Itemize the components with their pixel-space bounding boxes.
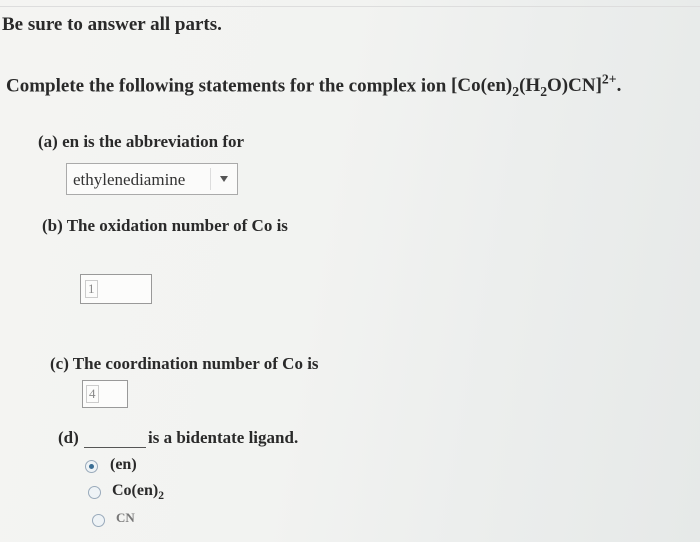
instruction-text: Be sure to answer all parts. xyxy=(2,14,222,35)
oxidation-number-value: 1 xyxy=(85,280,98,298)
question-text: Complete the following statements for the complex ion xyxy=(6,75,447,97)
complex-ion-formula: $[Co(en)_2(H_2O)CN]^{2+}$. xyxy=(451,72,622,100)
part-a-label: (a) en is the abbreviation for xyxy=(38,132,245,151)
radio-button[interactable] xyxy=(88,486,101,499)
answer-blank xyxy=(84,447,146,448)
radio-label-cn: CN xyxy=(116,510,135,525)
oxidation-number-input[interactable] xyxy=(80,274,152,304)
question-prompt xyxy=(6,72,621,100)
part-d-label: (d) xyxy=(58,428,79,447)
radio-button[interactable] xyxy=(92,514,105,527)
part-d-text: is a bidentate ligand. xyxy=(148,428,299,447)
radio-label-co-en2: $Co(en)_2$ xyxy=(112,482,164,503)
page-top-border xyxy=(0,6,700,7)
select-divider xyxy=(210,168,211,190)
part-b-label: (b) The oxidation number of Co is xyxy=(42,216,288,235)
ligand-abbreviation-select[interactable] xyxy=(66,163,238,195)
part-c-label: (c) The coordination number of Co is xyxy=(50,354,319,373)
dropdown-arrow-icon[interactable] xyxy=(220,176,228,182)
coordination-number-value: 4 xyxy=(86,385,99,403)
coordination-number-input[interactable] xyxy=(82,380,128,408)
radio-label-en: (en) xyxy=(110,456,137,473)
radio-button-selected[interactable] xyxy=(85,460,98,473)
select-value: ethylenediamine xyxy=(73,170,186,189)
